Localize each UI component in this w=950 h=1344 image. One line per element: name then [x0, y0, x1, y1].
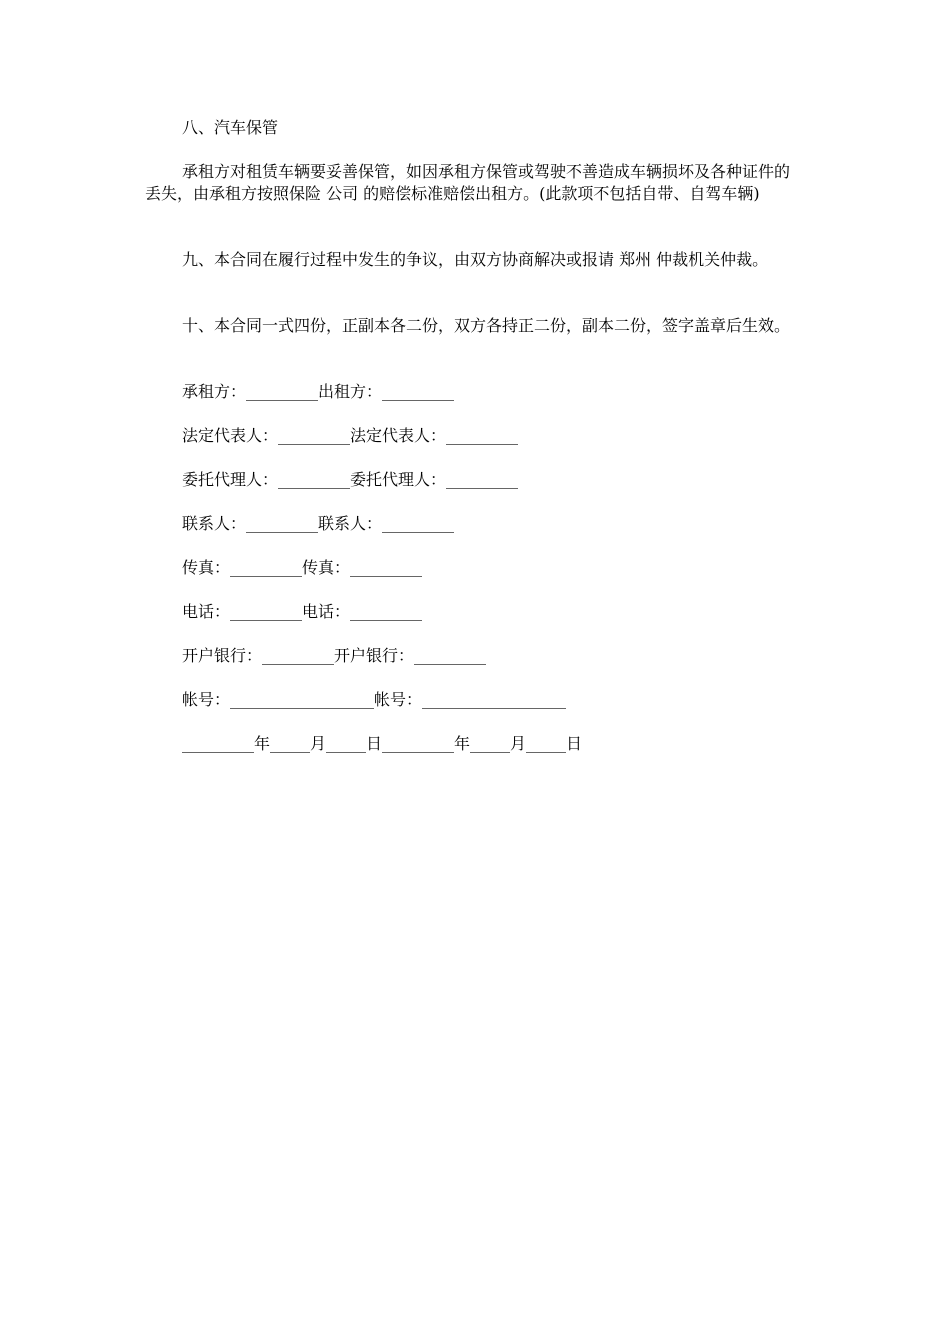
signature-line-phone: 电话：_________电话：_________ — [182, 602, 423, 621]
section-8-title: 八、汽车保管 — [182, 118, 279, 137]
signature-line-bank: 开户银行：_________开户银行：_________ — [182, 646, 487, 665]
signature-line-legal-rep: 法定代表人：_________法定代表人：_________ — [182, 426, 519, 445]
section-8-body: 承租方对租赁车辆要妥善保管，如因承租方保管或驾驶不善造成车辆损坏及各种证件的丢失，由承租方按照保险 公司 的赔偿标准赔偿出租方。(此款项不包括自带、自驾车辆) — [145, 162, 791, 203]
signature-line-agent: 委托代理人：_________委托代理人：_________ — [182, 470, 519, 489]
signature-line-parties: 承租方：_________出租方：_________ — [182, 382, 455, 401]
signature-line-account: 帐号：__________________帐号：__________________ — [182, 690, 567, 709]
section-10-paragraph: 十、本合同一式四份，正副本各二份，双方各持正二份，副本二份，签字盖章后生效。 — [182, 316, 791, 335]
section-9-paragraph: 九、本合同在履行过程中发生的争议，由双方协商解决或报请 郑州 仲裁机关仲裁。 — [182, 250, 769, 269]
signature-line-contact: 联系人：_________联系人：_________ — [182, 514, 455, 533]
signature-line-date: _________年_____月_____日_________年_____月_____日 — [182, 734, 583, 753]
signature-line-fax: 传真：_________传真：_________ — [182, 558, 423, 577]
